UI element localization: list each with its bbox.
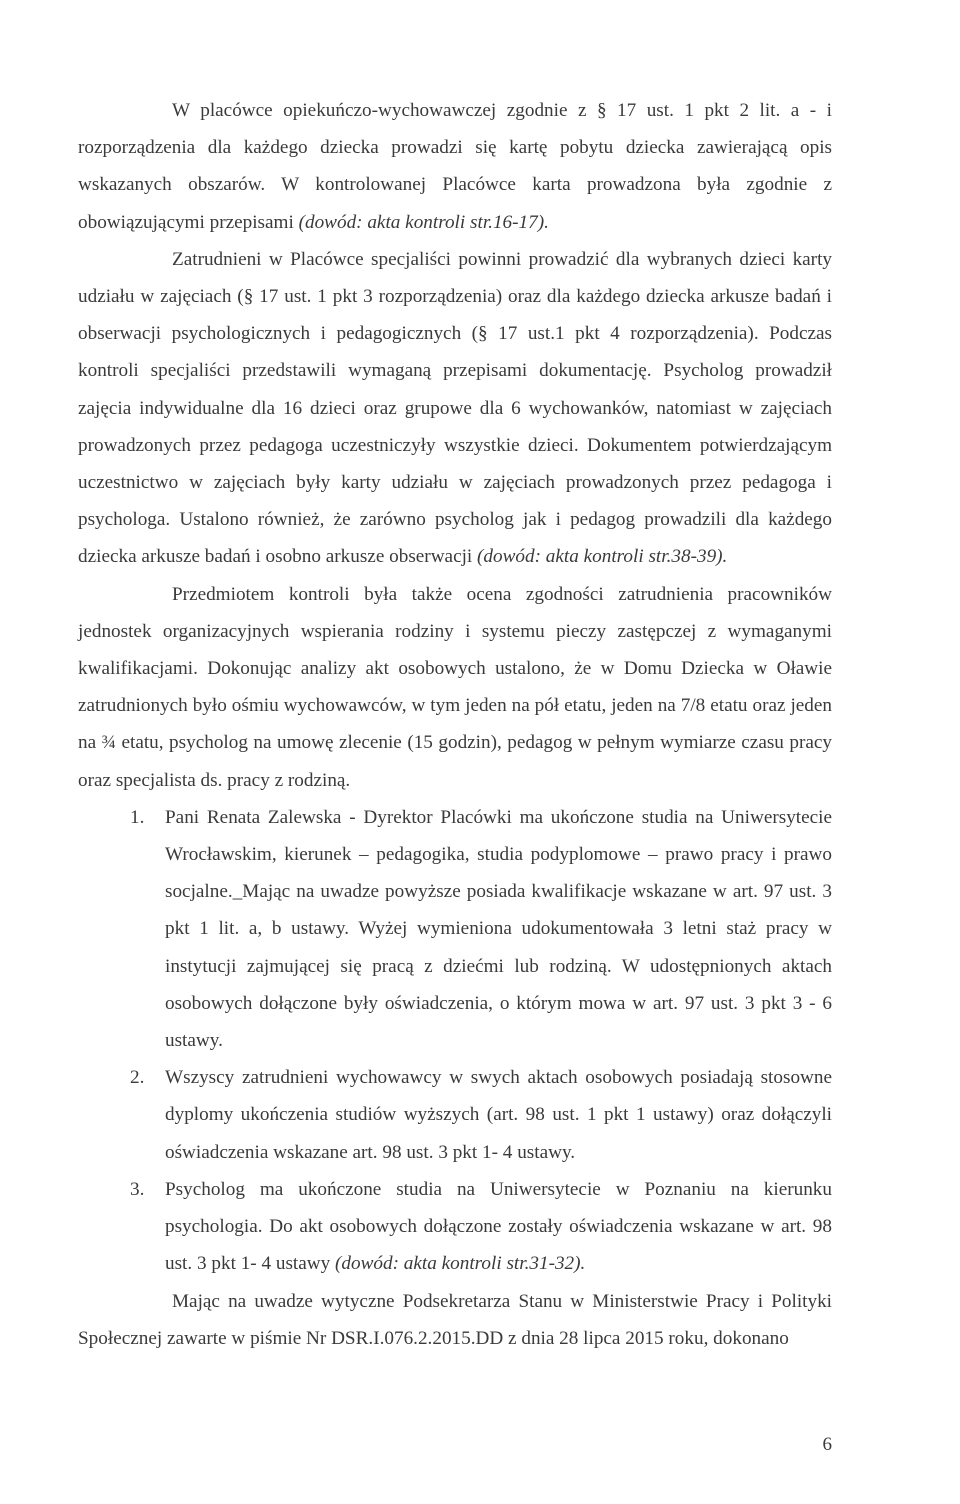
paragraph-kwalifikacje: Przedmiotem kontroli była także ocena zgodności zatrudnienia pracowników jednostek organizacyjnych wspierania rodziny i systemu pieczy zastępczej z wymaganymi kwalifikacjami. Dokonując analizy akt osobowych ustalono, że w Domu Dziecka w Oławie zatrudnionych było ośmiu wychowawców, w tym jeden na pół etatu, jeden na 7/8 etatu oraz jeden na ¾ etatu, psycholog na umowę zlecenie (15 godzin), pedagog w pełnym wymiarze czasu pracy oraz specjalista ds. pracy z rodziną.: [78, 583, 832, 791]
evidence-citation: (dowód: akta kontroli str.38-39).: [477, 546, 728, 568]
list-item-number: 3.: [130, 1178, 145, 1200]
paragraph-text: Zatrudnieni w Placówce specjaliści powinni prowadzić dla wybranych dzieci karty udziału w zajęciach (§ 17 ust. 1 pkt 3 rozporządzenia) oraz dla każdego dziecka arkusze badań i obserwacji psychologicznych i pedagogicznych (§ 17 ust.1 pkt 4 rozporządzenia). Podczas kontroli specjaliści przedstawili wymaganą przepisami dokumentację. Psycholog prowadził zajęcia indywidualne dla 16 dzieci oraz grupowe dla 6 wychowanków, natomiast w zajęciach prowadzonych przez pedagoga uczestniczyły wszystkie dzieci. Dokumentem potwierdzającym uczestnictwo w zajęciach były karty udziału w zajęciach prowadzonych przez pedagoga i psychologa. Ustalono również, że zarówno psycholog jak i pedagog prowadzili dla każdego dziecka arkusze badań i osobno arkusze obserwacji: [78, 248, 832, 568]
paragraph-karta-pobytu: [78, 92, 832, 241]
paragraph-wytyczne: Mając na uwadze wytyczne Podsekretarza Stanu w Ministerstwie Pracy i Polityki Społecznej zawarte w piśmie Nr DSR.I.076.2.2015.DD z dnia 28 lipca 2015 roku, dokonano: [78, 1290, 832, 1349]
evidence-citation: (dowód: akta kontroli str.31-32).: [335, 1253, 586, 1275]
paragraph-specjalisci: [78, 241, 832, 576]
list-item: [0, 799, 832, 1059]
list-item: [0, 1171, 832, 1283]
paragraph-text: W placówce opiekuńczo-wychowawczej zgodnie z § 17 ust. 1 pkt 2 lit. a - i rozporządzenia dla każdego dziecka prowadzi się kartę pobytu dziecka zawierającą opis wskazanych obszarów. W kontrolowanej Placówce karta prowadzona była zgodnie z obowiązującymi przepisami: [78, 100, 832, 233]
page-number: 6: [822, 1434, 832, 1455]
evidence-citation: (dowód: akta kontroli str.16-17).: [298, 211, 549, 233]
staff-qualifications-list: [78, 799, 832, 1283]
list-item-number: 1.: [130, 806, 145, 828]
list-item-text: Psycholog ma ukończone studia na Uniwersytecie w Poznaniu na kierunku psychologia. Do akt osobowych dołączone zostały oświadczenia wskazane w art. 98 ust. 3 pkt 1- 4 ustawy: [165, 1178, 832, 1275]
list-item-text: Pani Renata Zalewska - Dyrektor Placówki ma ukończone studia na Uniwersytecie Wrocławskim, kierunek – pedagogika, studia podyplomowe – prawo pracy i prawo socjalne._Mając na uwadze powyższe posiada kwalifikacje wskazane w art. 97 ust. 3 pkt 1 lit. a, b ustawy. Wyżej wymieniona udokumentowała 3 letni staż pracy w instytucji zajmującej się pracą z dziećmi lub rodziną. W udostępnionych aktach osobowych dołączone były oświadczenia, o którym mowa w art. 97 ust. 3 pkt 3 - 6 ustawy.: [165, 806, 832, 1052]
list-item-text: Wszyscy zatrudnieni wychowawcy w swych aktach osobowych posiadają stosowne dyplomy ukończenia studiów wyższych (art. 98 ust. 1 pkt 1 ustawy) oraz dołączyli oświadczenia wskazane art. 98 ust. 3 pkt 1- 4 ustawy.: [165, 1067, 832, 1163]
list-item-number: 2.: [130, 1067, 145, 1089]
list-item: [0, 1059, 832, 1171]
